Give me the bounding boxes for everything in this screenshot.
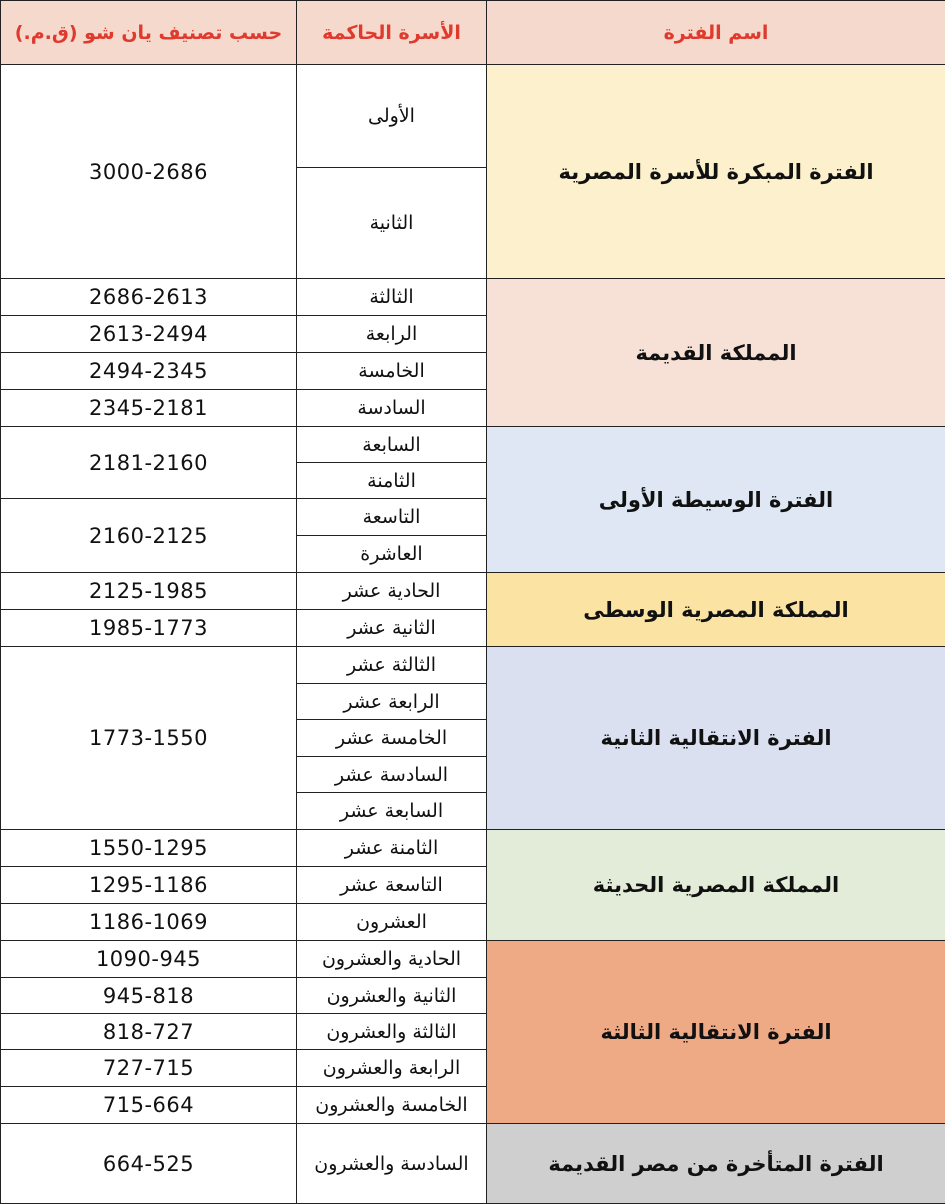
dynasty-cell: السابعة عشر — [297, 793, 487, 830]
dynasty-cell: التاسعة — [297, 499, 487, 536]
period-middle-kingdom: المملكة المصرية الوسطى — [487, 573, 945, 647]
dynasty-cell: السادسة — [297, 390, 487, 427]
period-first-intermediate: الفترة الوسيطة الأولى — [487, 427, 945, 573]
period-new-kingdom: المملكة المصرية الحديثة — [487, 830, 945, 941]
dynasty-cell: الثامنة عشر — [297, 830, 487, 867]
period-second-intermediate: الفترة الانتقالية الثانية — [487, 647, 945, 830]
date-cell: 1773-1550 — [1, 647, 297, 830]
table-row — [1, 427, 945, 463]
dynasty-cell: الرابعة والعشرون — [297, 1050, 487, 1087]
date-cell: 2181-2160 — [1, 427, 297, 499]
date-cell: 1090-945 — [1, 941, 297, 978]
header-period-name: اسم الفترة — [487, 1, 945, 65]
dynasty-cell: الثامنة — [297, 463, 487, 499]
table-row — [1, 279, 945, 316]
date-cell: 818-727 — [1, 1014, 297, 1050]
date-cell: 1550-1295 — [1, 830, 297, 867]
dynasty-cell: الثانية — [297, 168, 487, 279]
table-row — [1, 647, 945, 684]
dynasty-cell: الثالثة والعشرون — [297, 1014, 487, 1050]
dynasty-cell: الثالثة — [297, 279, 487, 316]
date-cell: 1186-1069 — [1, 904, 297, 941]
date-cell: 2160-2125 — [1, 499, 297, 573]
date-cell: 1985-1773 — [1, 610, 297, 647]
table-row — [1, 1124, 945, 1204]
period-early-dynastic: الفترة المبكرة للأسرة المصرية — [487, 65, 945, 279]
date-cell: 2125-1985 — [1, 573, 297, 610]
dynasty-cell: العشرون — [297, 904, 487, 941]
date-cell: 715-664 — [1, 1087, 297, 1124]
date-cell: 2494-2345 — [1, 353, 297, 390]
date-cell: 945-818 — [1, 978, 297, 1014]
dynasty-cell: الخامسة عشر — [297, 720, 487, 757]
date-cell: 664-525 — [1, 1124, 297, 1204]
table-row — [1, 830, 945, 867]
header-dynasty: الأسرة الحاكمة — [297, 1, 487, 65]
dynasty-cell: الرابعة عشر — [297, 684, 487, 720]
dynasty-cell: التاسعة عشر — [297, 867, 487, 904]
dynasty-cell: الثالثة عشر — [297, 647, 487, 684]
table-row — [1, 941, 945, 978]
table-row — [1, 573, 945, 610]
dynasty-cell: الثانية والعشرون — [297, 978, 487, 1014]
table-row — [1, 65, 945, 168]
header-row — [1, 1, 945, 65]
dynasty-cell: الخامسة والعشرون — [297, 1087, 487, 1124]
dynasty-cell: السادسة عشر — [297, 757, 487, 793]
dynasty-cell: الخامسة — [297, 353, 487, 390]
date-cell: 2613-2494 — [1, 316, 297, 353]
dynasty-cell: السادسة والعشرون — [297, 1124, 487, 1204]
date-cell: 2686-2613 — [1, 279, 297, 316]
period-third-intermediate: الفترة الانتقالية الثالثة — [487, 941, 945, 1124]
date-cell: 1295-1186 — [1, 867, 297, 904]
date-cell: 2345-2181 — [1, 390, 297, 427]
dynasty-cell: الحادية والعشرون — [297, 941, 487, 978]
dynasty-cell: السابعة — [297, 427, 487, 463]
dynasty-cell: العاشرة — [297, 536, 487, 573]
dynasty-cell: الثانية عشر — [297, 610, 487, 647]
dynasty-cell: الرابعة — [297, 316, 487, 353]
date-cell: 3000-2686 — [1, 65, 297, 279]
header-dating: حسب تصنيف يان شو (ق.م.) — [1, 1, 297, 65]
dynasty-cell: الحادية عشر — [297, 573, 487, 610]
dynasty-cell: الأولى — [297, 65, 487, 168]
period-old-kingdom: المملكة القديمة — [487, 279, 945, 427]
date-cell: 727-715 — [1, 1050, 297, 1087]
period-late: الفترة المتأخرة من مصر القديمة — [487, 1124, 945, 1204]
